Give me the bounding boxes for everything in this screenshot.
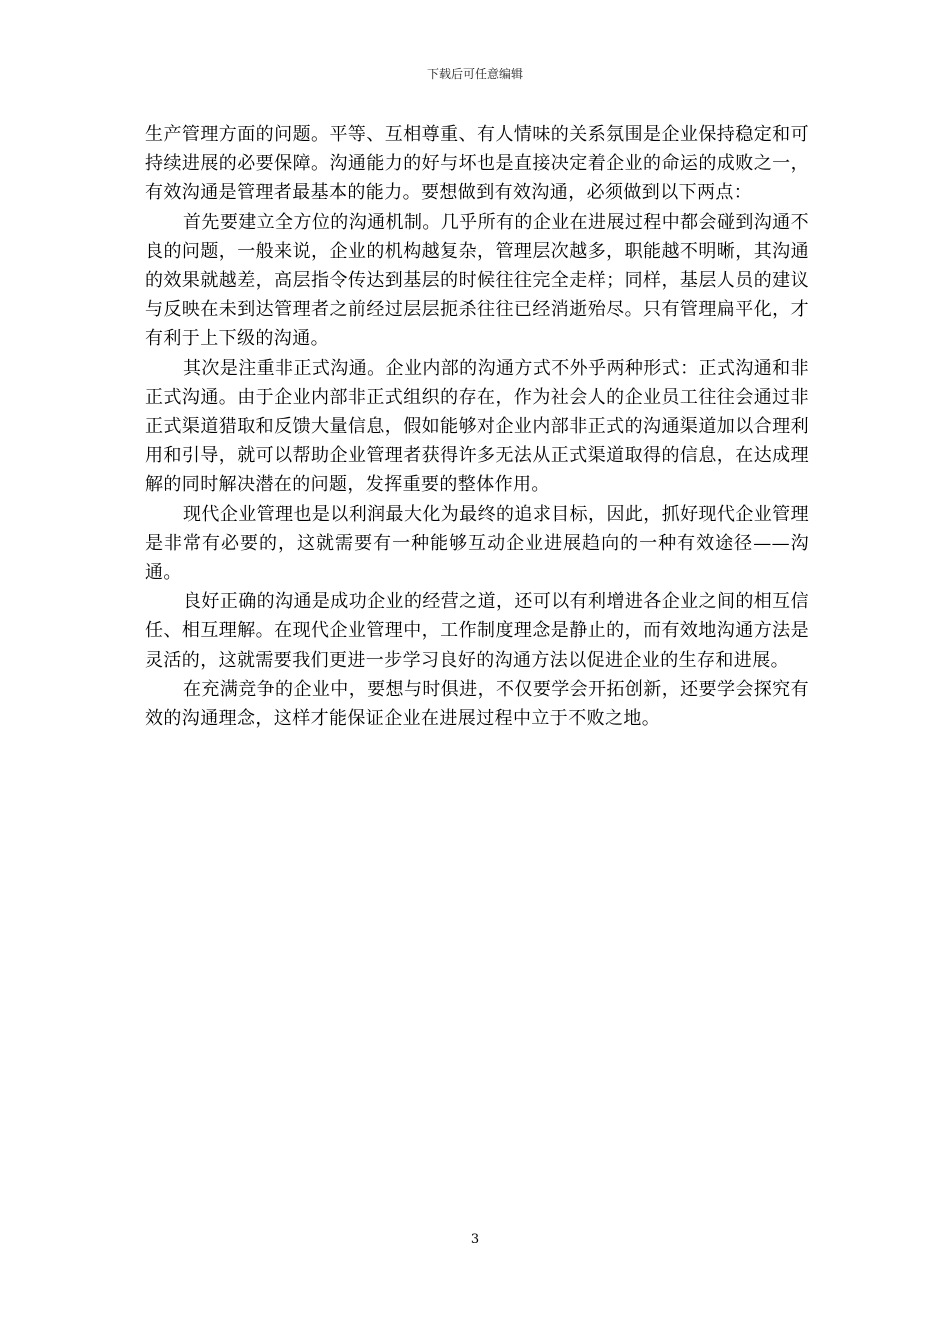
page-number: 3 — [470, 1232, 480, 1247]
paragraph-modern-management: 现代企业管理也是以利润最大化为最终的追求目标，因此，抓好现代企业管理是非常有必要的，这就需要有一种能够互动企业进展趋向的一种有效途径——沟通。 — [145, 503, 809, 584]
page-header: 下载后可任意编辑 — [426, 67, 523, 81]
paragraph-good-communication: 良好正确的沟通是成功企业的经营之道，还可以有利增进各企业之间的相互信任、相互理解。在现代企业管理中，工作制度理念是静止的，而有效地沟通方法是灵活的，这就需要我们更进一步学习良好的沟通方法以促进企业的生存和进展。 — [145, 591, 809, 671]
paragraph-conclusion: 在充满竞争的企业中，要想与时俱进，不仅要学会开拓创新，还要学会探究有效的沟通理念，这样才能保证企业在进展过程中立于不败之地。 — [145, 678, 809, 730]
paragraph-continuation: 生产管理方面的问题。平等、互相尊重、有人情味的关系氛围是企业保持稳定和可持续进展的必要保障。沟通能力的好与坏也是直接决定着企业的命运的成败之一，有效沟通是管理者最基本的能力。要想做到有效沟通，必须做到以下两点： — [145, 124, 809, 204]
paragraph-informal-communication: 其次是注重非正式沟通。企业内部的沟通方式不外乎两种形式：正式沟通和非正式沟通。由于企业内部非正式组织的存在，作为社会人的企业员工往往会通过非正式渠道猎取和反馈大量信息，假如能够对企业内部非正式的沟通渠道加以合理利用和引导，就可以帮助企业管理者获得许多无法从正式渠道取得的信息，在达成理解的同时解决潜在的问题，发挥重要的整体作用。 — [145, 357, 809, 496]
document-body — [145, 120, 809, 733]
paragraph-communication-mechanism: 首先要建立全方位的沟通机制。几乎所有的企业在进展过程中都会碰到沟通不良的问题，一般来说，企业的机构越复杂，管理层次越多，职能越不明晰，其沟通的效果就越差，高层指令传达到基层的时候往往完全走样；同样，基层人员的建议与反映在未到达管理者之前经过层层扼杀往往已经消逝殆尽。只有管理扁平化，才有利于上下级的沟通。 — [145, 211, 809, 350]
